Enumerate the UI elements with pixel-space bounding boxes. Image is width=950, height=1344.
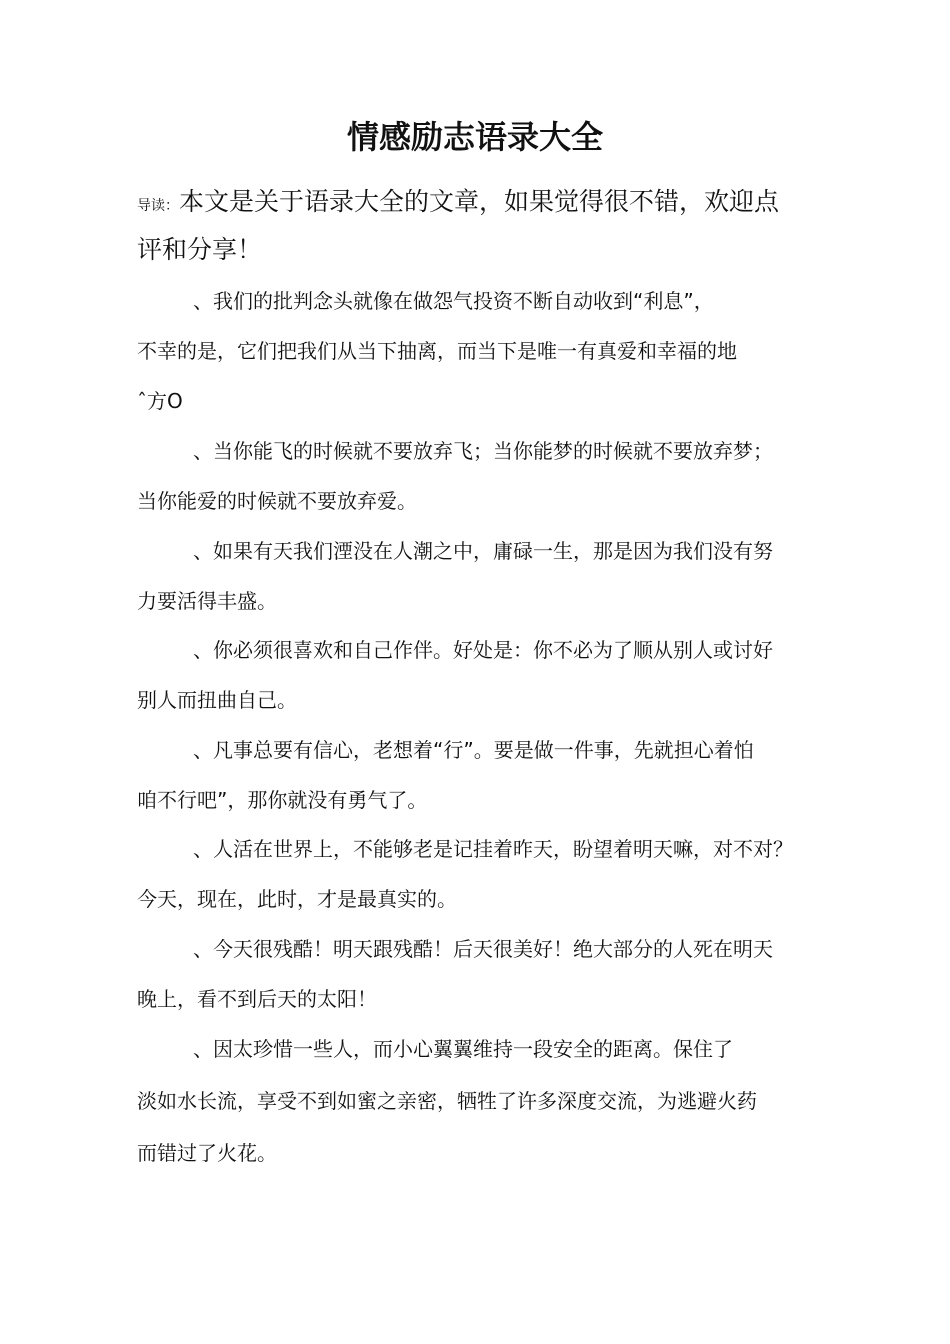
quote-line-16: 、因太珍惜一些人，而小心翼翼维持一段安全的距离。保住了 [193,1037,733,1061]
page-title: 情感励志语录大全 [346,118,603,156]
quote-line-17: 淡如水长流，享受不到如蜜之亲密，牺牲了许多深度交流，为逃避火药 [137,1089,757,1113]
quote-line-4: 、当你能飞的时候就不要放弃飞；当你能梦的时候就不要放弃梦； [193,439,773,463]
quote-line-1: 、我们的批判念头就像在做怨气投资不断自动收到“利息”， [193,289,714,313]
quote-line-11: 咱不行吧”，那你就没有勇气了。 [137,788,428,812]
intro-line-1 [137,182,779,226]
intro-text-1: 本文是关于语录大全的文章，如果觉得很不错，欢迎点 [179,187,780,216]
quote-line-2: 不幸的是，它们把我们从当下抽离，而当下是唯一有真爱和幸福的地 [137,339,737,363]
quote-line-15: 晚上，看不到后天的太阳！ [137,987,377,1011]
quote-line-14: 、今天很残酷！明天跟残酷！后天很美好！绝大部分的人死在明天 [193,937,773,961]
quote-line-5: 当你能爱的时候就不要放弃爱。 [137,489,417,513]
quote-line-10: 、凡事总要有信心，老想着“行”。要是做一件事，先就担心着怕 [193,738,754,762]
quote-line-6: 、如果有天我们湮没在人潮之中，庸碌一生，那是因为我们没有努 [193,539,773,563]
quote-line-8: 、你必须很喜欢和自己作伴。好处是：你不必为了顺从别人或讨好 [193,638,773,662]
quote-line-18: 而错过了火花。 [137,1141,277,1165]
quote-line-7: 力要活得丰盛。 [137,589,277,613]
intro-label: 导读： [137,198,179,214]
quote-line-3: ˆ方O [137,389,183,413]
intro-line-2: 评和分享！ [137,235,263,264]
quote-line-13: 今天，现在，此时，才是最真实的。 [137,887,457,911]
quote-line-12: 、人活在世界上，不能够老是记挂着昨天，盼望着明天嘛，对不对？ [193,837,793,861]
quote-line-9: 别人而扭曲自己。 [137,688,297,712]
